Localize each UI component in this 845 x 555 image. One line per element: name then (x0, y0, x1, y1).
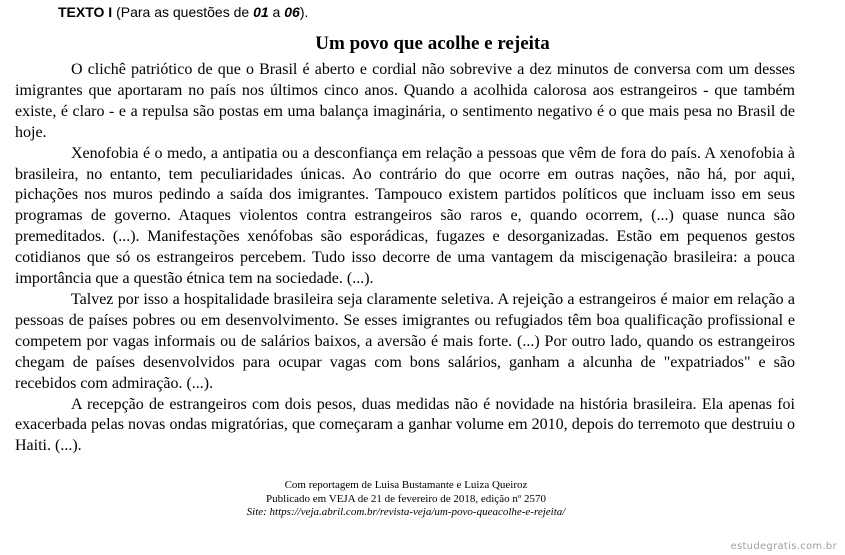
text-header (58, 4, 308, 20)
header-suffix: ). (299, 4, 309, 20)
header-mid: a (268, 4, 285, 20)
article-body (15, 60, 795, 457)
article-title: Um povo que acolhe e rejeita (315, 33, 550, 54)
question-to: 06 (284, 4, 300, 20)
paragraph-4: A recepção de estrangeiros com dois pesos, duas medidas não é novidade na história brasileira. Ela apenas foi exacerbada pelas novas ondas migratórias, que começaram a ganhar volume em 2010, depois do terremoto que destruiu o Haiti. (...). (15, 395, 795, 455)
paragraph-2: Xenofobia é o medo, a antipatia ou a desconfiança em relação a pessoas que vêm de fora do país. A xenofobia à brasileira, no entanto, tem peculiaridades únicas. Ao contrário do que ocorre em outras nações, não há, por aqui, pichações nos muros pedindo a saída dos imigrantes. Tampouco existem partidos políticos que incluam isso em seus programas de governo. Ataques violentos contra estrangeiros são raros e, quando ocorrem, (...) quase nunca são premeditados. (...). Manifestações xenófobas são esporádicas, fugazes e desorganizadas. Estão em pequenos gestos cotidianos que só os estrangeiros percebem. Tudo isso decorre de uma vantagem da miscigenação brasileira: a pouca importância que a questão étnica tem na sociedade. (...). (15, 144, 795, 288)
watermark: estudegratis.com.br (730, 541, 837, 552)
header-prefix: (Para as questões de (112, 4, 254, 20)
paragraph-3: Talvez por isso a hospitalidade brasileira seja claramente seletiva. A rejeição a estrangeiros é maior em relação a pessoas de países pobres ou em desenvolvimento. Se esses imigrantes ou refugiados têm boa qualificação profissional e competem por vagas informais ou de salários baixos, a aversão é mais forte. (...) Por outro lado, quando os estrangeiros chegam de países desenvolvidos para ocupar vagas com bons salários, ganham a alcunha de "expatriados" e são recebidos com admiração. (...). (15, 290, 795, 392)
paragraph-1: O clichê patriótico de que o Brasil é aberto e cordial não sobrevive a dez minutos de conversa com um desses imigrantes que aportaram no país nos últimos cinco anos. Quando a acolhida calorosa aos estrangeiros - que também existe, é claro - e a repulsa são postas em uma balança imaginária, o sentimento negativo é o que mais pesa no Brasil de hoje. (15, 61, 795, 141)
credits-publication: Publicado em VEJA de 21 de fevereiro de 2018, edição nº 2570 (266, 492, 546, 505)
credits-reporters: Com reportagem de Luisa Bustamante e Luiza Queiroz (284, 479, 528, 491)
credits-site: Site: https://veja.abril.com.br/revista-veja/um-povo-queacolhe-e-rejeita/ (246, 506, 566, 518)
credits (0, 479, 812, 520)
text-label: TEXTO I (58, 4, 113, 20)
question-from: 01 (253, 4, 269, 20)
